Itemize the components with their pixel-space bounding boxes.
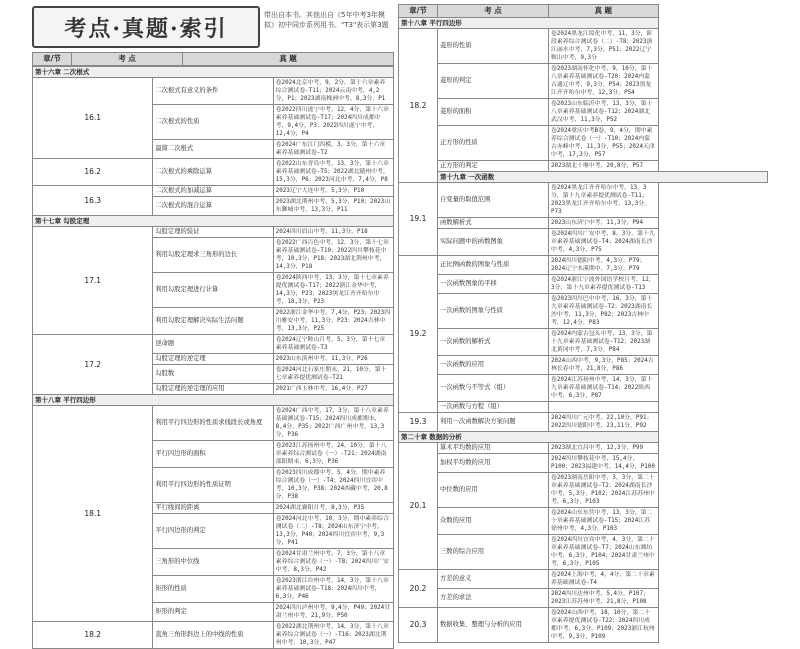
table-row bbox=[399, 589, 768, 608]
topic-cell: 勾股数 bbox=[153, 365, 273, 384]
question-cell: 2024四川达州中考，5,4分，P107；2023江苏苏州中考，21,8分，P108 bbox=[549, 589, 659, 608]
left-table-body bbox=[32, 66, 394, 649]
question-cell: 卷2024山西中考，18，10分，第二十章素养提优测试卷-T22；2024四川成都中考，6,3分，P109；2023浙江杭州中考，9,3分，P109 bbox=[549, 608, 659, 643]
question-cell: 2024四川攀枝花中考，15,4分，P100；2023福建中考，14,4分，P100 bbox=[549, 454, 659, 473]
table-row bbox=[399, 29, 768, 64]
table-row bbox=[33, 406, 394, 441]
chapter-row bbox=[33, 395, 394, 406]
section-number: 16.2 bbox=[33, 159, 153, 186]
question-cell: 卷2023浙江台州中考，14，3分，第十八章素养基础测试卷-T18；2024四川中考，6,3分，P46 bbox=[273, 576, 393, 603]
question-cell: 卷2024甘肃兰州中考，7，3分，第十八章素养综合测试卷（一）-T8；2024四川广安中考，8,3分，P42 bbox=[273, 549, 393, 576]
question-cell: 卷2023四川巴中中考，16，3分，第十九章素养基础测试卷-T2；2023湖南长沙中考，11,3分，P82；2023吉林中考，12,4分，P83 bbox=[549, 294, 659, 329]
question-cell: 2024四川广元中考，22,10分，P91；2022四川德阳中考，23,11分，P92 bbox=[549, 413, 659, 432]
table-row bbox=[399, 413, 768, 432]
topic-cell: 二次根式有意义的条件 bbox=[153, 78, 273, 105]
question-cell: 卷2024河北中考，10，3分，期中素养综合测试卷（二）-T8；2024山东济宁中考，13,3分，P40；2024四川宜宾中考，9,3分，P41 bbox=[273, 514, 393, 549]
question-cell: 2022浙江金华中考，7,4分，P23；2023四川雅安中考，11,3分，P23；2024吉林中考，13,3分，P25 bbox=[273, 308, 393, 335]
table-row bbox=[399, 161, 768, 172]
question-cell: 2023湖北十堰中考，20,8分，P57 bbox=[549, 161, 659, 172]
topic-cell: 正方形的判定 bbox=[438, 161, 549, 172]
section-number: 19.3 bbox=[399, 413, 438, 432]
chapter-title: 第十八章 平行四边形 bbox=[33, 395, 394, 406]
table-row bbox=[399, 608, 768, 643]
table-row bbox=[399, 64, 768, 99]
table-row bbox=[33, 622, 394, 649]
question-cell: 卷2024重庆中考B卷，9，4分，期中素养综合测试卷（一）-T10；2024内蒙古赤峰中考，11,3分，P55；2024天津中考，17,3分，P57 bbox=[549, 126, 659, 161]
table-row bbox=[399, 535, 768, 570]
table-header-row: 章/节 考 点 真 题 bbox=[399, 5, 768, 18]
topic-cell: 菱形的性质 bbox=[438, 29, 549, 64]
section-number: 18.1 bbox=[33, 406, 153, 622]
question-cell: 卷2024黑龙江绥化中考，11，3分，阶段素养综合测试卷（二）-T8；2023浙江丽水中考，7,3分，P51；2022辽宁鞍山中考，9,3分 bbox=[549, 29, 659, 64]
table-row bbox=[33, 159, 394, 186]
question-cell: 卷2023湖南怀化中考，9，10分，第十八章素养基础测试卷-T20；2024内蒙古通辽中考，9,3分，P54；2023黑龙江齐齐哈尔中考，12,3分，P54 bbox=[549, 64, 659, 99]
question-cell: 卷2022山东青岛中考，13，3分，第十六章素养基础测试卷-T5；2022湖北随州中考，15,3分，P6；2023河北中考，7,4分，P8 bbox=[273, 159, 393, 186]
section-number: 19.1 bbox=[399, 183, 438, 256]
topic-cell: 自变量的取值范围 bbox=[438, 183, 549, 218]
topic-cell: 一次函数与方程（组） bbox=[438, 402, 549, 413]
topic-cell: 一次函数图象的平移 bbox=[438, 275, 549, 294]
topic-cell: 二次根式的加减运算 bbox=[153, 186, 273, 197]
topic-cell: 最简二次根式 bbox=[153, 140, 273, 159]
topic-cell: 实际问题中的函数图象 bbox=[438, 229, 549, 256]
right-table-body bbox=[398, 4, 768, 643]
page-title-box bbox=[32, 6, 260, 48]
question-cell: 卷2024浙江宁波外国语学校月考，12，3分，第十九章素养提优测试卷-T13 bbox=[549, 275, 659, 294]
question-cell: 卷2024辽宁鞍山月考，5，3分，第十七章素养基础测试卷-T3 bbox=[273, 335, 393, 354]
table-row bbox=[399, 229, 768, 256]
topic-cell: 数据收集、整理与分析的应用 bbox=[438, 608, 549, 643]
right-column bbox=[398, 4, 768, 643]
question-cell: 卷2022四川遂宁中考，12，4分，第十六章素养基础测试卷-T17；2024四川成都中考，9,4分，P3；2022四川遂宁中考，12,4分，P4 bbox=[273, 105, 393, 140]
topic-cell: 众数的应用 bbox=[438, 508, 549, 535]
topic-cell: 函数解析式 bbox=[438, 218, 549, 229]
question-cell: 2023山东滨州中考，11,3分，P26 bbox=[273, 354, 393, 365]
question-cell: 卷2023山东临沂中考，13，3分，第十八章素养基础测试卷-T12；2024湖北武汉中考，11,3分，P52 bbox=[549, 99, 659, 126]
chapter-row bbox=[399, 18, 768, 29]
table-row bbox=[399, 454, 768, 473]
topic-cell: 三角形的中位线 bbox=[153, 549, 273, 576]
topic-cell: 一次函数与不等式（组） bbox=[438, 375, 549, 402]
question-cell: 2024山西中考，9,3分，P85；2024吉林长春中考，21,8分，P86 bbox=[549, 356, 659, 375]
question-cell: 卷2024内蒙古包头中考，13，3分，第十九章素养基础测试卷-T12；2023湖北黄冈中考，7,3分，P84 bbox=[549, 329, 659, 356]
question-cell: 2023辽宁大连中考，5,3分，P10 bbox=[273, 186, 393, 197]
index-table-left bbox=[32, 52, 394, 66]
question-cell: 2024四川泸州中考，9,4分，P49；2024甘肃兰州中考，21,9分，P50 bbox=[273, 603, 393, 622]
page-title: 考点·真题·索引 bbox=[64, 15, 228, 42]
section-number: 16.1 bbox=[33, 78, 153, 159]
topic-cell: 菱形的判定 bbox=[438, 64, 549, 99]
section-number: 17.1 bbox=[33, 227, 153, 335]
topic-cell: 正方形的性质 bbox=[438, 126, 549, 161]
question-cell: 卷2024上海中考，4，4分，第二十章素养基础测试卷-T4 bbox=[549, 570, 659, 589]
table-row bbox=[399, 570, 768, 589]
question-cell: 2023湖北宜昌中考，12,3分，P99 bbox=[549, 443, 659, 454]
index-table-left bbox=[32, 66, 394, 649]
topic-cell: 加权平均数的应用 bbox=[438, 454, 549, 473]
header-note: 带出自本书。其他出自《5年中考3年模拟》初中同步系列用书。"T3"表示第3题 bbox=[264, 11, 389, 29]
table-row bbox=[399, 375, 768, 402]
question-cell bbox=[549, 402, 659, 413]
table-row bbox=[399, 218, 768, 229]
question-cell: 2023山东济宁中考，11,3分，P94 bbox=[549, 218, 659, 229]
table-row bbox=[33, 78, 394, 105]
topic-cell: 方差的意义 bbox=[438, 570, 549, 589]
question-cell: 卷2024江苏扬州中考，14，3分，第十九章素养基础测试卷-T14；2022陕西中考，6,3分，P87 bbox=[549, 375, 659, 402]
topic-cell: 利用平行四边形的性质证明 bbox=[153, 468, 273, 503]
table-row bbox=[33, 186, 394, 197]
topic-cell: 直角三角形斜边上的中线的性质 bbox=[153, 622, 273, 649]
topic-cell: 菱形的面积 bbox=[438, 99, 549, 126]
question-cell: 卷2024北京中考，9，2分，第十六章素养综合测试卷-T11；2024云南中考，4,2分，P1；2023湖南株洲中考，8,3分，P1 bbox=[273, 78, 393, 105]
chapter-title: 第十八章 平行四边形 bbox=[399, 18, 659, 29]
table-row bbox=[399, 183, 768, 218]
section-number: 20.1 bbox=[399, 443, 438, 570]
topic-cell: 利用勾股定理求三角形的边长 bbox=[153, 238, 273, 273]
topic-cell: 勾股定理的验证 bbox=[153, 227, 273, 238]
question-cell: 卷2024广西中考，17，3分，第十八章素养基础测试卷-T15；2024四川成都期末，8,4分，P35；2022广西广州中考，13,3分，P36 bbox=[273, 406, 393, 441]
table-row bbox=[33, 335, 394, 354]
question-cell: 卷2024山东东营中考，13，3分，第二十章素养基础测试卷-T15；2024江苏徐州中考，4,3分，P103 bbox=[549, 508, 659, 535]
topic-cell: 利用勾股定理进行计算 bbox=[153, 273, 273, 308]
question-cell: 卷2022湖北荆州中考，14，3分，第十八章素养综合测试卷（一）-T16；2023湖北荆州中考，10,3分，P47 bbox=[273, 622, 393, 649]
table-row bbox=[399, 256, 768, 275]
table-row bbox=[399, 329, 768, 356]
topic-cell: 平行四边形的判定 bbox=[153, 514, 273, 549]
topic-cell: 矩形的性质 bbox=[153, 576, 273, 603]
question-cell: 卷2024广东江门四模，3，3分，第十六章素养基础测试卷-T2 bbox=[273, 140, 393, 159]
question-cell: 卷2024四川宜宾中考，4，3分，第二十章素养基础测试卷-T7；2024山东潍坊中考，6,3分，P104；2024甘肃兰州中考，6,3分，P105 bbox=[549, 535, 659, 570]
chapter-title: 第十九章 一次函数 bbox=[438, 172, 768, 183]
question-cell: 卷2023湖南岳阳中考，3，3分，第二十章素养基础测试卷-T2；2024湖南长沙中考，5,3分，P102；2024江苏苏州中考，6,3分，P103 bbox=[549, 473, 659, 508]
table-row bbox=[399, 294, 768, 329]
topic-cell: 二次根式的乘除运算 bbox=[153, 159, 273, 186]
section-number: 20.3 bbox=[399, 608, 438, 643]
topic-cell: 勾股定理的逆定理的应用 bbox=[153, 384, 273, 395]
table-row bbox=[399, 356, 768, 375]
index-table-right bbox=[398, 4, 768, 643]
section-number: 17.2 bbox=[33, 335, 153, 395]
table-row bbox=[399, 99, 768, 126]
topic-cell: 二次根式的混合运算 bbox=[153, 197, 273, 216]
left-column bbox=[32, 52, 394, 649]
topic-cell: 二次根式的性质 bbox=[153, 105, 273, 140]
topic-cell: 方差的求法 bbox=[438, 589, 549, 608]
table-row bbox=[399, 402, 768, 413]
topic-cell: 利用勾股定理解决实际生活问题 bbox=[153, 308, 273, 335]
question-cell: 2024湖北襄阳月考，8,3分，P35 bbox=[273, 503, 393, 514]
chapter-row bbox=[399, 172, 768, 183]
topic-cell: 利用一次函数解决方案问题 bbox=[438, 413, 549, 432]
topic-cell: 一次函数的解析式 bbox=[438, 329, 549, 356]
question-cell: 2021广西玉林中考，16,4分，P27 bbox=[273, 384, 393, 395]
table-header-row: 章/节 考 点 真 题 bbox=[33, 53, 394, 66]
section-number: 18.2 bbox=[33, 622, 153, 649]
table-row bbox=[399, 126, 768, 161]
topic-cell: 正比例函数的图象与性质 bbox=[438, 256, 549, 275]
section-number: 18.2 bbox=[399, 29, 438, 183]
topic-cell: 勾股定理的逆定理 bbox=[153, 354, 273, 365]
chapter-row bbox=[33, 67, 394, 78]
topic-cell: 三数的综合应用 bbox=[438, 535, 549, 570]
topic-cell: 一次函数的图象与性质 bbox=[438, 294, 549, 329]
chapter-title: 第十六章 二次根式 bbox=[33, 67, 394, 78]
question-cell: 卷2022广西百色中考，12，3分，第十七章素养基础测试卷-T10；2022四川攀枝花中考，10,3分，P18；2023湖北荆州中考，14,3分，P18 bbox=[273, 238, 393, 273]
section-number: 20.2 bbox=[399, 570, 438, 608]
question-cell: 卷2024河北石家庄期末，21，10分，第十七章素养提优测试卷-T21 bbox=[273, 365, 393, 384]
section-number: 19.2 bbox=[399, 256, 438, 413]
chapter-row bbox=[33, 216, 394, 227]
topic-cell: 平行线间的距离 bbox=[153, 503, 273, 514]
topic-cell: 一次函数的应用 bbox=[438, 356, 549, 375]
section-number: 16.3 bbox=[33, 186, 153, 216]
question-cell: 2024四川眉山中考，11,3分，P18 bbox=[273, 227, 393, 238]
question-cell: 卷2024四川广安中考，8，3分，第十九章素养基础测试卷-T4；2024湖南长沙中考，4,3分，P75 bbox=[549, 229, 659, 256]
question-cell: 卷2024陕西中考，13，3分，第十七章素养提优测试卷-T17；2022浙江金华中考，14,3分，P23；2023黑龙江齐齐哈尔中考，18,3分，P23 bbox=[273, 273, 393, 308]
table-row bbox=[399, 443, 768, 454]
table-row bbox=[399, 508, 768, 535]
question-cell: 卷2024黑龙江齐齐哈尔中考，13，3分，第十九章素养提优测试卷-T11；2023黑龙江齐齐哈尔中考，13,3分，P73 bbox=[549, 183, 659, 218]
chapter-title: 第十七章 勾股定理 bbox=[33, 216, 394, 227]
topic-cell: 矩形的判定 bbox=[153, 603, 273, 622]
table-row bbox=[399, 473, 768, 508]
question-cell: 2024四川德阳中考，4,3分，P79；2024辽宁本溪期中，7,3分，P79 bbox=[549, 256, 659, 275]
topic-cell: 逆命题 bbox=[153, 335, 273, 354]
question-cell: 卷2023四川成都中考，5，4分，期中素养综合测试卷（一）-T4；2024四川宜宾中考，10,3分，P38；2024西藏中考，20,8分，P38 bbox=[273, 468, 393, 503]
topic-cell: 中位数的应用 bbox=[438, 473, 549, 508]
question-cell: 卷2023江苏扬州中考，24，10分，第十八章素养综合测试卷（一）-T21；2024湖南邵阳期末，6,3分，P36 bbox=[273, 441, 393, 468]
table-row bbox=[399, 275, 768, 294]
table-row bbox=[33, 227, 394, 238]
chapter-row bbox=[399, 432, 768, 443]
topic-cell: 利用平行四边形的性质求线段长或角度 bbox=[153, 406, 273, 441]
topic-cell: 算术平均数的应用 bbox=[438, 443, 549, 454]
question-cell: 2023湖北荆州中考，5,3分，P10；2023山东聊城中考，13,3分，P11 bbox=[273, 197, 393, 216]
chapter-title: 第二十章 数据的分析 bbox=[399, 432, 659, 443]
topic-cell: 平行四边形的面积 bbox=[153, 441, 273, 468]
